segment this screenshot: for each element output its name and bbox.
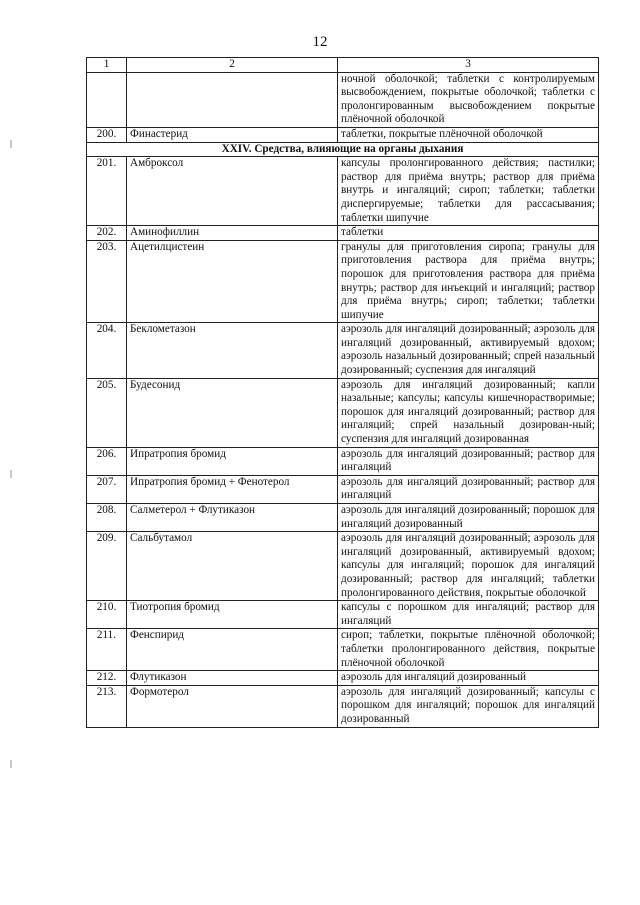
- drug-name: Формотерол: [127, 685, 338, 727]
- row-number: 206.: [87, 447, 127, 475]
- drug-name: [127, 72, 338, 127]
- dosage-forms: аэрозоль для ингаляций дозированный; аэрозоль для ингаляций дозированный, активируемый вдохом; аэрозоль назальный дозированный; спрей назальный дозированный; суспензия для ингаляций: [338, 323, 599, 378]
- drug-name: Беклометазон: [127, 323, 338, 378]
- drug-name: Аминофиллин: [127, 226, 338, 241]
- drug-name: Ацетилцистеин: [127, 240, 338, 323]
- table-row: [87, 685, 599, 727]
- dosage-forms: таблетки, покрытые плёночной оболочкой: [338, 127, 599, 142]
- section-title: XXIV. Средства, влияющие на органы дыхания: [87, 142, 599, 157]
- row-number: 211.: [87, 629, 127, 671]
- dosage-forms: гранулы для приготовления сиропа; гранулы для приготовления раствора для приёма внутрь; порошок для приготовления раствора для приёма внутрь; раствор для инъекций и ингаляций; раствор для приёма внутрь; сироп; таблетки; таблетки шипучие: [338, 240, 599, 323]
- scan-artifact: [10, 140, 12, 148]
- dosage-forms: капсулы пролонгированного действия; пастилки; раствор для приёма внутрь; раствор для приёма внутрь и ингаляций; сироп; таблетки; таблетки диспергируемые; таблетки для рассасывания; таблетки шипучие: [338, 157, 599, 226]
- dosage-forms: аэрозоль для ингаляций дозированный; капли назальные; капсулы; капсулы кишечнорастворимые; порошок для ингаляций дозированный; раствор для ингаляций; спрей назальный дозирован-ный; суспензия для ингаляций дозированная: [338, 378, 599, 447]
- row-number: 210.: [87, 601, 127, 629]
- row-number: 213.: [87, 685, 127, 727]
- drug-name: Будесонид: [127, 378, 338, 447]
- drug-name: Ипратропия бромид + Фенотерол: [127, 475, 338, 503]
- scan-artifact: [10, 760, 12, 768]
- row-number: 205.: [87, 378, 127, 447]
- row-number: 209.: [87, 532, 127, 601]
- dosage-forms: таблетки: [338, 226, 599, 241]
- page-number: 12: [312, 34, 328, 50]
- medications-table: [86, 57, 599, 728]
- column-header: 1: [87, 58, 127, 73]
- row-number: 207.: [87, 475, 127, 503]
- dosage-forms: сироп; таблетки, покрытые плёночной оболочкой; таблетки пролонгированного действия, покрытые плёночной оболочкой: [338, 629, 599, 671]
- dosage-forms: аэрозоль для ингаляций дозированный; порошок для ингаляций дозированный: [338, 504, 599, 532]
- table-row: [87, 532, 599, 601]
- drug-name: Амброксол: [127, 157, 338, 226]
- drug-name: Фенспирид: [127, 629, 338, 671]
- row-number: 203.: [87, 240, 127, 323]
- drug-name: Тиотропия бромид: [127, 601, 338, 629]
- dosage-forms: аэрозоль для ингаляций дозированный: [338, 671, 599, 686]
- table-row: [87, 378, 599, 447]
- row-number: 212.: [87, 671, 127, 686]
- drug-name: Салметерол + Флутиказон: [127, 504, 338, 532]
- row-number: 202.: [87, 226, 127, 241]
- row-number: 204.: [87, 323, 127, 378]
- dosage-forms: аэрозоль для ингаляций дозированный; раствор для ингаляций: [338, 475, 599, 503]
- table-row: [87, 671, 599, 686]
- column-header: 3: [338, 58, 599, 73]
- table-row: [87, 447, 599, 475]
- drug-name: Финастерид: [127, 127, 338, 142]
- table-body: [87, 72, 599, 727]
- table-row: [87, 157, 599, 226]
- dosage-forms: ночной оболочкой; таблетки с контролируемым высвобождением, покрытые оболочкой; таблетки с пролонгированным высвобождением покрытые плёночной оболочкой: [338, 72, 599, 127]
- row-number: 208.: [87, 504, 127, 532]
- table-row: [87, 629, 599, 671]
- row-number: 200.: [87, 127, 127, 142]
- column-header: 2: [127, 58, 338, 73]
- drug-name: Ипратропия бромид: [127, 447, 338, 475]
- dosage-forms: аэрозоль для ингаляций дозированный; капсулы с порошком для ингаляций; порошок для ингаляций дозированный: [338, 685, 599, 727]
- dosage-forms: капсулы с порошком для ингаляций; раствор для ингаляций: [338, 601, 599, 629]
- table-row: [87, 72, 599, 127]
- table-row: [87, 226, 599, 241]
- table-row: [87, 601, 599, 629]
- table-row: [87, 504, 599, 532]
- table-header-row: [87, 58, 599, 73]
- drug-name: Сальбутамол: [127, 532, 338, 601]
- row-number: 201.: [87, 157, 127, 226]
- dosage-forms: аэрозоль для ингаляций дозированный; аэрозоль для ингаляций дозированный, активируемый вдохом; капсулы для ингаляций; порошок для ингаляций дозированный; раствор для ингаляций; таблетки пролонгированного действия, покрытые оболочкой: [338, 532, 599, 601]
- table-row: [87, 475, 599, 503]
- table-row: [87, 323, 599, 378]
- drug-name: Флутиказон: [127, 671, 338, 686]
- dosage-forms: аэрозоль для ингаляций дозированный; раствор для ингаляций: [338, 447, 599, 475]
- table-row: [87, 240, 599, 323]
- section-row: [87, 142, 599, 157]
- scan-artifact: [10, 470, 12, 478]
- row-number: [87, 72, 127, 127]
- table-row: [87, 127, 599, 142]
